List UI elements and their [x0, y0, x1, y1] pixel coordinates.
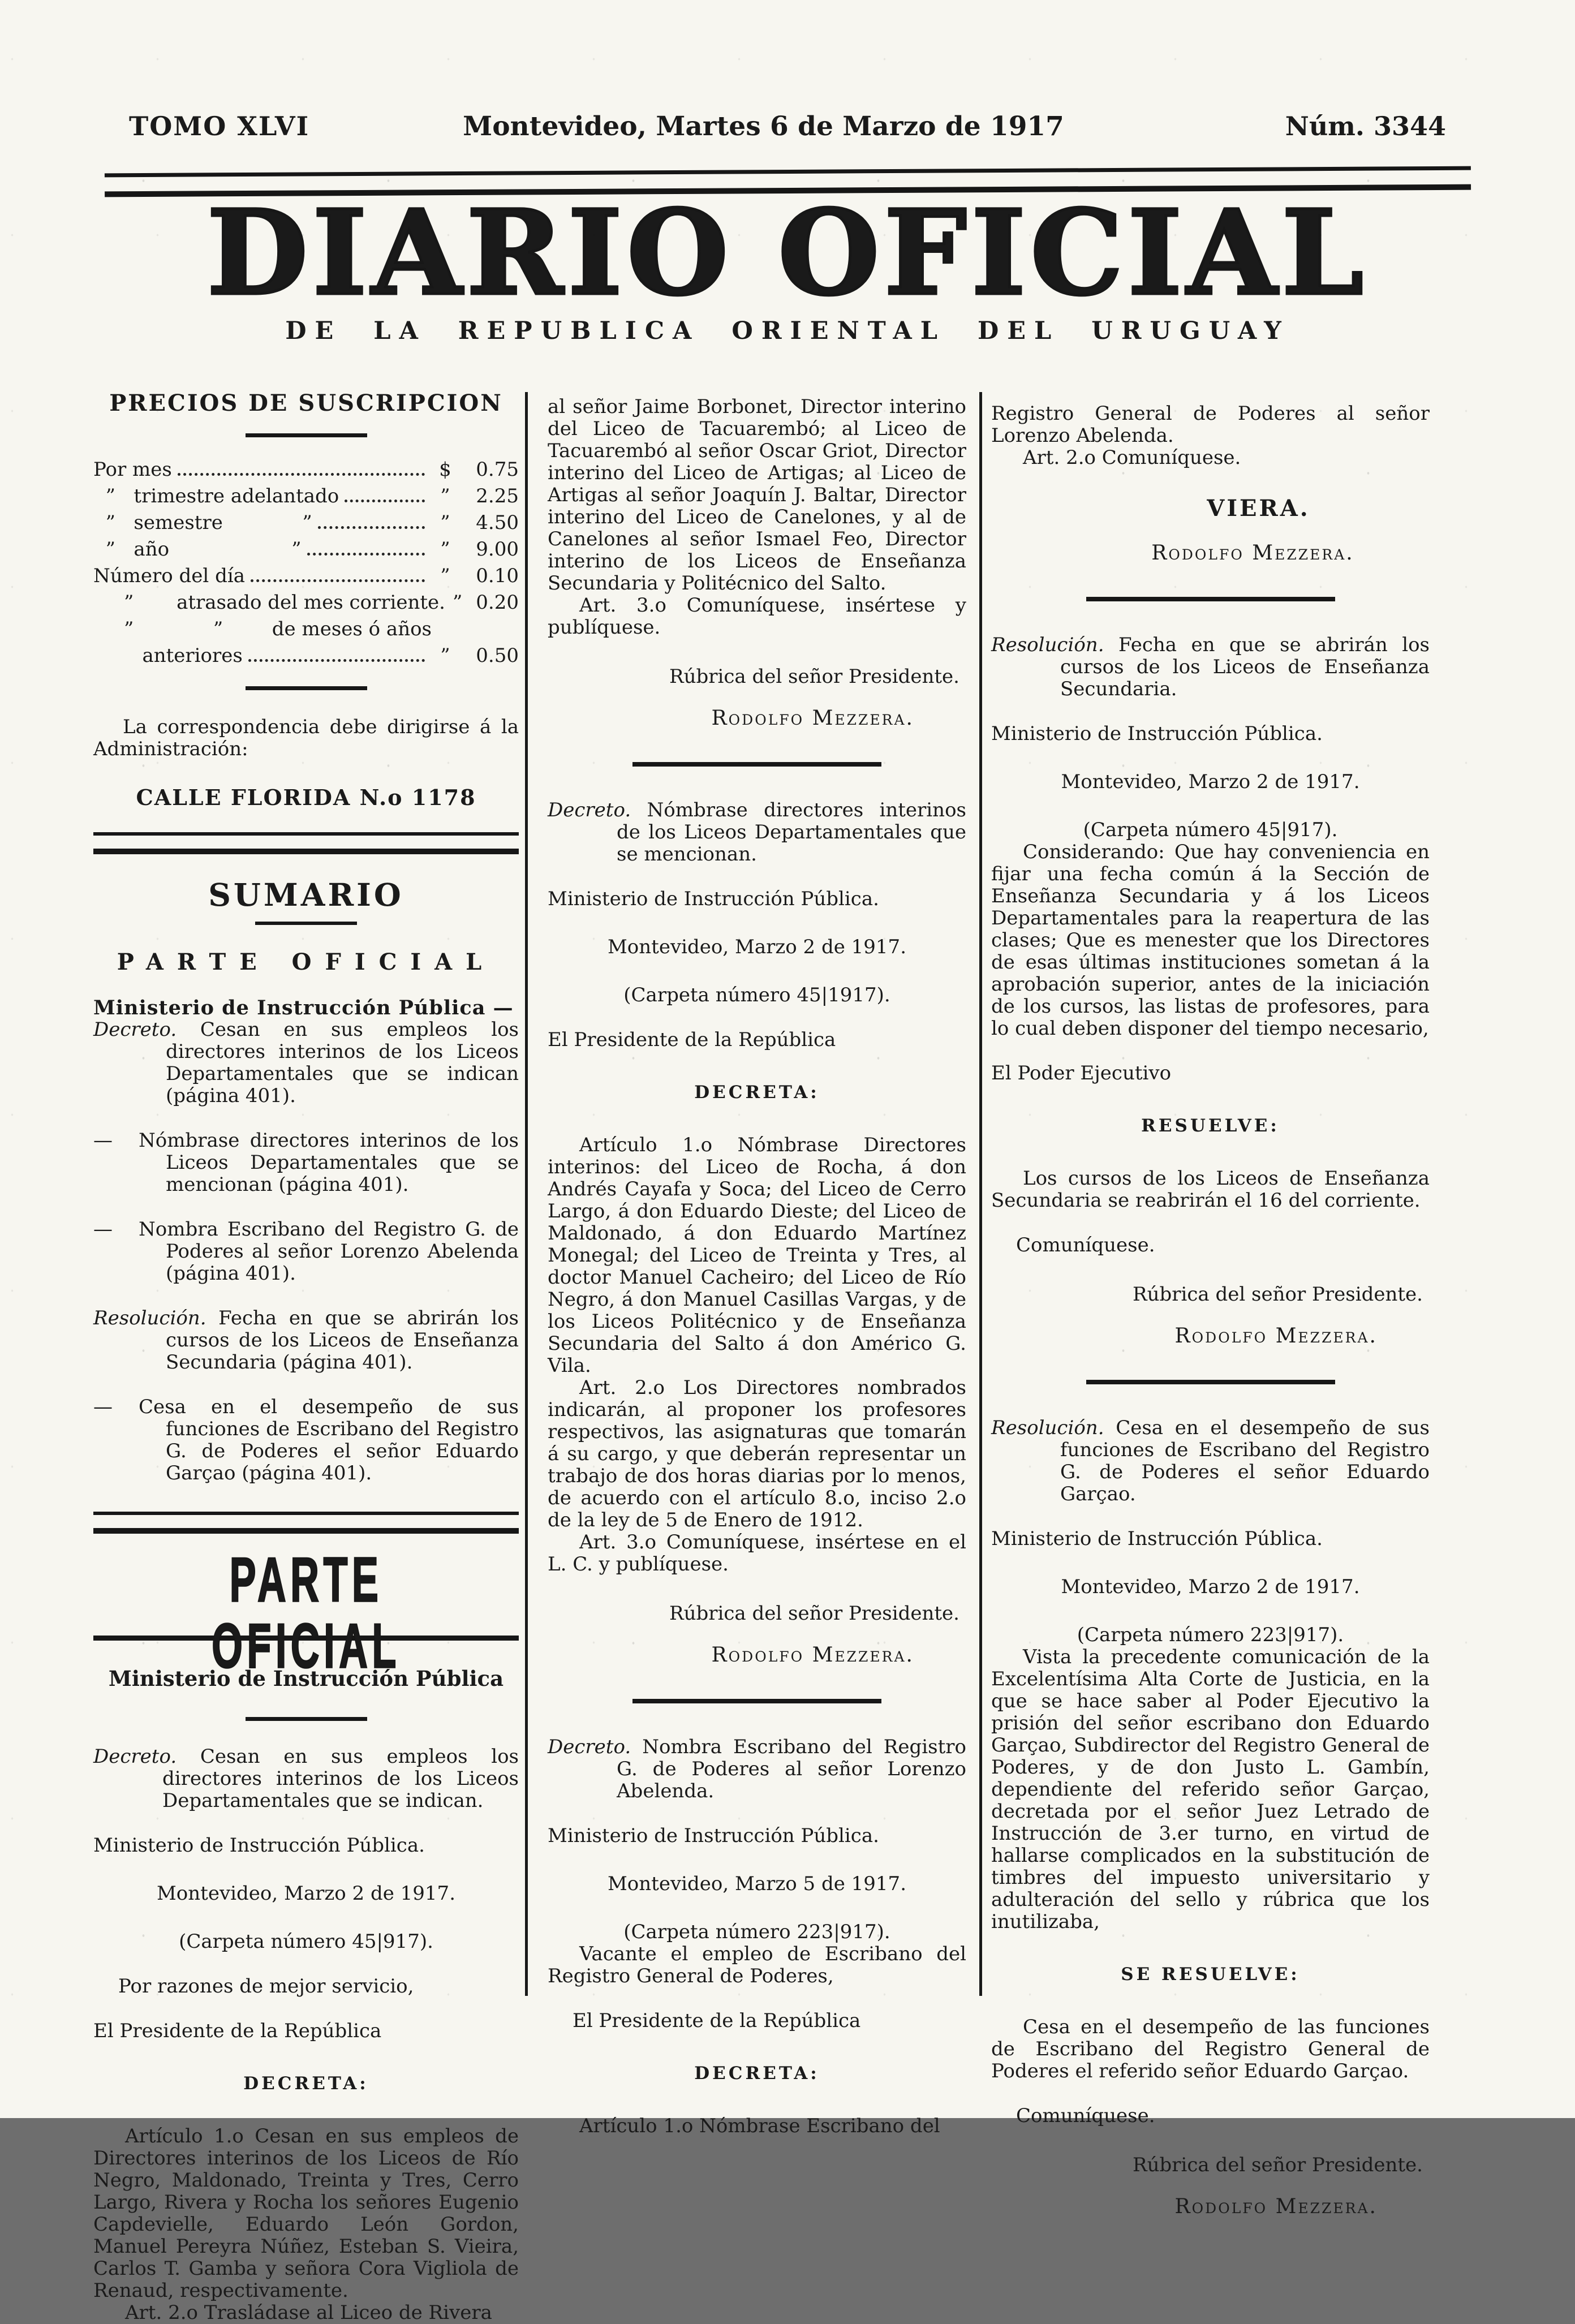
article-paragraph: Vacante el empleo de Escribano del Registro General de Poderes,	[548, 1943, 966, 1987]
paragraph-text: Fecha en que se abrirán los cursos de los Liceos de Enseñanza Secundaria.	[1060, 634, 1430, 700]
correspondence-note: La correspondencia debe dirigirse á la Administración:	[93, 716, 519, 760]
price-value: 4.50	[476, 511, 519, 534]
article-blocks	[548, 396, 966, 2137]
article-paragraph: Art. 2.o Trasládase al Liceo de Rivera	[125, 2301, 492, 2324]
article-paragraph: Art. 3.o Comuníquese, insértese en el L. C. y publíquese.	[548, 1531, 966, 1576]
centered-line: (Carpeta número 45|917).	[179, 1930, 433, 1953]
separator-rule	[632, 762, 881, 767]
article-line: Comuníquese.	[1016, 1234, 1155, 1256]
masthead-subtitle: DE LA REPUBLICA ORIENTAL DEL URUGUAY	[285, 317, 1290, 345]
article-paragraph: Artículo 1.o Cesan en sus empleos de Directores interinos de los Liceos de Río Negro, Maldonado, Treinta y Tres, Cerro Largo, Rivera y Rocha los señores Eugenio Capdevielle, Eduardo León Gordon, Manuel Pereyra Núñez, Esteban S. Vieira, Carlos T. Gamba y señora Cora Vigliola de Renaud, respectivamente.	[93, 2125, 519, 2302]
article-paragraph: Los cursos de los Liceos de Enseñanza Secundaria se reabrirán el 16 del corriente.	[991, 1167, 1430, 1212]
article-paragraph	[548, 799, 966, 866]
rubric-line: Rúbrica del señor Presidente.	[1132, 2154, 1423, 2176]
column-divider-left	[525, 392, 528, 1996]
decree-lead: Resolución.	[991, 634, 1104, 656]
article-paragraph	[93, 1746, 519, 1812]
decree-heading: DECRETA:	[694, 1082, 820, 1103]
article-blocks	[991, 403, 1430, 2218]
separator-rule	[632, 1699, 881, 1703]
article-line: Ministerio de Instrucción Pública.	[548, 888, 879, 910]
price-row	[93, 563, 519, 589]
article-line: Por razones de mejor servicio,	[118, 1975, 414, 1998]
centered-line: (Carpeta número 223|917).	[1077, 1624, 1344, 1646]
decree-heading: DECRETA:	[694, 2063, 820, 2084]
article-paragraph: Registro General de Poderes al señor Lorenzo Abelenda.	[991, 402, 1430, 447]
price-label: ” trimestre adelantado	[93, 485, 339, 507]
paragraph-text: Nombra Escribano del Registro G. de Poderes al señor Lorenzo Abelenda.	[617, 1736, 966, 1802]
signature-name: Rodolfo Mezzera.	[711, 707, 914, 730]
article-line: El Presidente de la República	[548, 1028, 836, 1051]
rubric-line: Rúbrica del señor Presidente.	[669, 1602, 959, 1625]
article-paragraph	[991, 634, 1430, 700]
price-value: 0.50	[476, 644, 519, 667]
price-label: ” semestre ”	[93, 511, 312, 534]
article-line: Ministerio de Instrucción Pública.	[991, 722, 1323, 745]
column-middle	[548, 396, 966, 2137]
column-divider-right	[979, 392, 982, 1996]
parte-oficial-display-heading: PARTE OFICIAL	[212, 1544, 401, 1682]
sumario-ministry-heading: Ministerio de Instrucción Pública —	[93, 996, 514, 1019]
price-label: Por mes	[93, 458, 172, 481]
article-paragraph: Artículo 1.o Nómbrase Escribano del	[579, 2115, 940, 2137]
column-left	[93, 392, 519, 2324]
rubric-line: Rúbrica del señor Presidente.	[669, 665, 959, 688]
centered-line: (Carpeta número 45|1917).	[623, 984, 890, 1006]
price-currency-mark: ”	[440, 485, 450, 507]
price-currency-mark: ”	[440, 565, 450, 587]
item-dash: —	[93, 1396, 113, 1418]
centered-line: Montevideo, Marzo 2 de 1917.	[156, 1882, 455, 1905]
price-currency-mark: $	[439, 458, 451, 481]
price-row	[93, 536, 519, 563]
price-value: 9.00	[476, 538, 519, 561]
address-line: CALLE FLORIDA N.o 1178	[136, 785, 476, 810]
sumario-item	[93, 1219, 519, 1285]
sumario-item	[93, 1019, 519, 1107]
article-paragraph: Artículo 1.o Nómbrase Directores interinos: del Liceo de Rocha, á don Andrés Cayafa y Soca; del Liceo de Cerro Largo, á don Eduardo Dieste; del Liceo de Maldonado, á don Eduardo Martínez Monegal; del Liceo de Treinta y Tres, al doctor Manuel Cacheiro; del Liceo de Río Negro, á don Manuel Casillas Vargas, y de los Liceos Politécnico y de Enseñanza Secundaria del Salto á don Américo G. Vila.	[548, 1134, 966, 1377]
decree-lead: Decreto.	[548, 799, 631, 821]
issue-number: Núm. 3344	[1285, 111, 1446, 141]
double-rule	[93, 1512, 519, 1534]
article-paragraph: Considerando: Que hay conveniencia en fijar una fecha común á la Sección de Enseñanza Secundaria y á los Liceos Departamentales para la reapertura de las clases; Que es menester que los Directores de esas últimas instituciones sometan á la aprobación superior, antes de la iniciación de los cursos, las listas de profesores, para lo cual deben disponer del tiempo necesario,	[991, 841, 1430, 1040]
paragraph-text: Cesan en sus empleos los directores interinos de los Liceos Departamentales que se indican.	[162, 1745, 519, 1812]
prices-title: PRECIOS DE SUSCRIPCION	[109, 390, 503, 416]
separator-rule	[1086, 1380, 1335, 1384]
price-value: 2.25	[476, 485, 519, 507]
ministry-heading: Ministerio de Instrucción Pública	[108, 1666, 504, 1691]
sumario-title: SUMARIO	[208, 876, 404, 913]
price-label: anteriores	[93, 644, 243, 667]
item-text: Fecha en que se abrirán los cursos de los Liceos de Enseñanza Secundaria (página 401).	[166, 1307, 519, 1374]
dotted-leader	[318, 526, 425, 529]
decree-heading: DECRETA:	[243, 2073, 369, 2094]
price-label: ” atrasado del mes corriente.	[93, 591, 445, 614]
article-line: Ministerio de Instrucción Pública.	[991, 1527, 1323, 1550]
price-row	[93, 616, 519, 643]
centered-line: (Carpeta número 45|917).	[1083, 819, 1338, 841]
price-currency-mark: ”	[440, 644, 450, 667]
dotted-leader	[345, 500, 425, 502]
masthead-title: DIARIO OFICIAL	[206, 184, 1369, 321]
article-line: El Poder Ejecutivo	[991, 1062, 1172, 1084]
paragraph-text: Nómbrase directores interinos de los Liceos Departamentales que se mencionan.	[617, 799, 966, 866]
price-row	[93, 457, 519, 483]
short-rule	[246, 686, 367, 690]
tome-label: TOMO XLVI	[129, 111, 310, 141]
sumario-section-heading: PARTE OFICIAL	[117, 949, 496, 975]
item-lead: Resolución.	[93, 1307, 206, 1329]
decree-heading: SE RESUELVE:	[1121, 1964, 1300, 1985]
rubric-line: Rúbrica del señor Presidente.	[1132, 1283, 1423, 1306]
short-rule	[246, 1717, 367, 1721]
item-text: Cesan en sus empleos los directores interinos de los Liceos Departamentales que se indican (página 401).	[166, 1018, 519, 1107]
article-paragraph: Vista la precedente comunicación de la Excelentísima Alta Corte de Justicia, en la que se hace saber al Poder Ejecutivo la prisión del señor escribano don Eduardo Garçao, Subdirector del Registro General de Poderes, y de don Justo L. Gambín, dependiente del referido señor Garçao, decretada por el señor Juez Letrado de Instrucción de 3.er turno, en virtud de hallarse complicados en la substitución de timbres del impuesto universitario y adulteración del sello y rúbrica que los inutilizaba,	[991, 1646, 1430, 1933]
article-paragraph: Art. 2.o Comuníquese.	[1023, 446, 1241, 469]
article-line: Ministerio de Instrucción Pública.	[93, 1834, 425, 1857]
item-lead: Decreto.	[93, 1018, 177, 1041]
article-line: Comuníquese.	[1016, 2104, 1155, 2127]
price-row	[93, 483, 519, 510]
article-paragraph: Cesa en el desempeño de las funciones de Escribano del Registro General de Poderes el referido señor Eduardo Garçao.	[991, 2016, 1430, 2082]
signature-name: Rodolfo Mezzera.	[1151, 541, 1354, 565]
centered-line: Montevideo, Marzo 2 de 1917.	[1061, 771, 1360, 793]
paragraph-text: Cesa en el desempeño de sus funciones de Escribano del Registro G. de Poderes el señor Eduardo Garçao.	[1060, 1417, 1430, 1505]
sumario-item	[93, 1130, 519, 1196]
item-dash: —	[93, 1218, 113, 1241]
centered-line: (Carpeta número 223|917).	[623, 1921, 890, 1943]
dotted-leader	[178, 473, 425, 476]
dotted-leader	[251, 579, 425, 582]
price-label: ” ” de meses ó años	[93, 618, 432, 640]
price-currency-mark: ”	[440, 511, 450, 534]
sumario-item-list	[93, 1019, 519, 1484]
subscription-prices-box	[93, 392, 519, 808]
article-blocks	[93, 1746, 519, 2324]
item-text: Nombra Escribano del Registro G. de Poderes al señor Lorenzo Abelenda (página 401).	[139, 1218, 519, 1285]
item-dash: —	[93, 1129, 113, 1152]
signature-name: VIERA.	[1207, 495, 1310, 522]
sumario-item	[93, 1307, 519, 1374]
centered-line: Montevideo, Marzo 2 de 1917.	[607, 936, 906, 958]
article-paragraph	[548, 1736, 966, 1802]
article-paragraph: Art. 2.o Los Directores nombrados indicarán, al proponer los profesores respectivos, las asignaturas que tomarán á su cargo, y que deberán representar un trabajo de dos horas diarias por lo menos, de acuerdo con el artículo 8.o, inciso 2.o de la ley de 5 de Enero de 1912.	[548, 1376, 966, 1531]
signature-name: Rodolfo Mezzera.	[711, 1643, 914, 1667]
decree-lead: Decreto.	[548, 1736, 631, 1758]
short-rule	[246, 433, 367, 437]
price-label: ” año ”	[93, 538, 302, 561]
signature-name: Rodolfo Mezzera.	[1174, 2195, 1378, 2218]
price-value: 0.75	[476, 458, 519, 481]
decree-lead: Decreto.	[93, 1745, 177, 1768]
double-rule	[93, 832, 519, 854]
price-value: 0.10	[476, 565, 519, 587]
price-row	[93, 510, 519, 536]
decree-lead: Resolución.	[991, 1417, 1104, 1439]
issue-dateline: Montevideo, Martes 6 de Marzo de 1917	[463, 111, 1064, 142]
item-text: Nómbrase directores interinos de los Liceos Departamentales que se mencionan (página 401).	[139, 1129, 519, 1196]
dotted-leader	[307, 553, 425, 556]
price-row	[93, 589, 519, 616]
article-paragraph: Art. 3.o Comuníquese, insértese y publíquese.	[548, 594, 966, 639]
article-line: El Presidente de la República	[573, 2009, 861, 2032]
column-right	[991, 403, 1430, 2238]
sumario-item	[93, 1396, 519, 1484]
price-label: Número del día	[93, 565, 246, 587]
price-row	[93, 643, 519, 669]
item-text: Cesa en el desempeño de sus funciones de Escribano del Registro G. de Poderes el señor Eduardo Garçao (página 401).	[139, 1396, 519, 1484]
short-rule	[255, 922, 357, 925]
article-paragraph	[991, 1417, 1430, 1505]
article-paragraph: al señor Jaime Borbonet, Director interino del Liceo de Tacuarembó; al Liceo de Tacuarembó al señor Oscar Griot, Director interino del Liceo de Artigas; al Liceo de Artigas al señor Joaquín J. Baltar, Director interino del Liceo de Canelones, y al de Canelones al señor Ismael Feo, Director interino de los Liceos de Enseñanza Secundaria y Politécnico del Salto.	[548, 395, 966, 595]
decree-heading: RESUELVE:	[1141, 1116, 1280, 1136]
article-line: El Presidente de la República	[93, 2020, 382, 2042]
dotted-leader	[248, 659, 425, 662]
separator-rule	[1086, 597, 1335, 601]
signature-name: Rodolfo Mezzera.	[1174, 1324, 1378, 1348]
prices-table	[93, 457, 519, 669]
article-line: Ministerio de Instrucción Pública.	[548, 1824, 879, 1847]
centered-line: Montevideo, Marzo 2 de 1917.	[1061, 1576, 1360, 1598]
price-currency-mark: ”	[440, 538, 450, 561]
price-value: 0.20	[476, 591, 519, 614]
price-currency-mark: ”	[452, 591, 463, 614]
centered-line: Montevideo, Marzo 5 de 1917.	[607, 1873, 906, 1895]
